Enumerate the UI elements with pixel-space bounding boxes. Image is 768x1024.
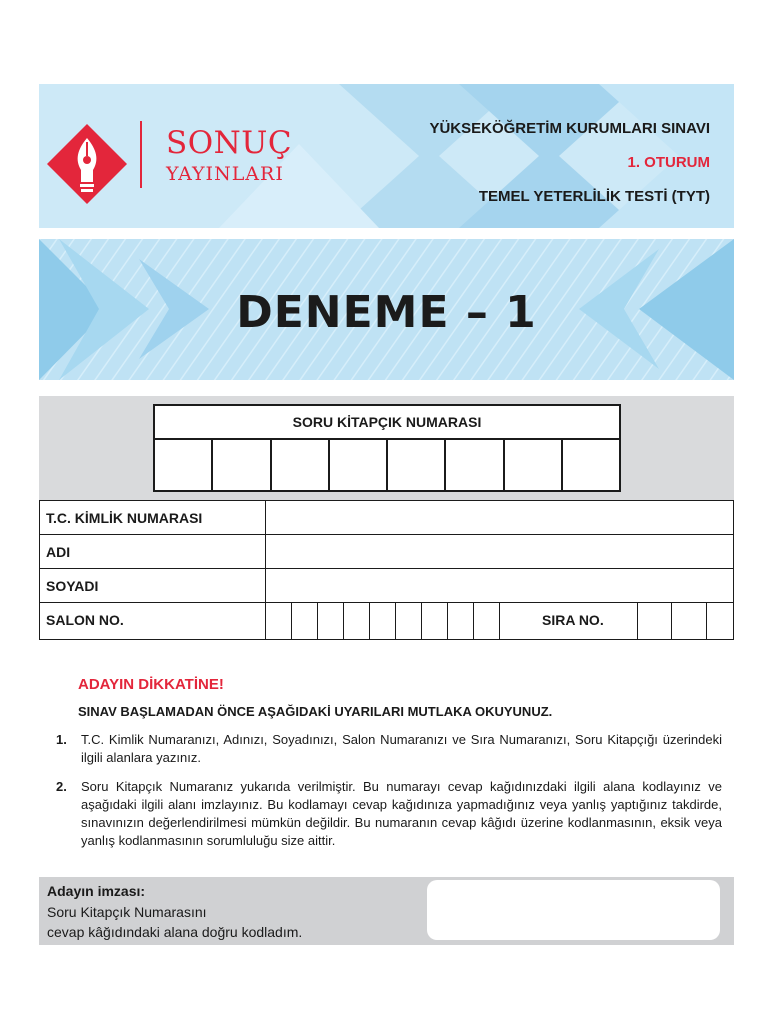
seat-cell-divider (671, 603, 672, 639)
signature-line-2: cevap kâğıdındaki alana doğru kodladım. (47, 924, 303, 940)
hall-cell-divider (473, 603, 474, 639)
tc-label: T.C. KİMLİK NUMARASI (46, 510, 203, 526)
booklet-number-cell[interactable] (155, 440, 213, 492)
signature-box[interactable] (427, 880, 720, 940)
hall-label: SALON NO. (46, 612, 124, 628)
hall-cell-divider (395, 603, 396, 639)
hall-cell-divider (421, 603, 422, 639)
booklet-number-cell[interactable] (563, 440, 619, 492)
booklet-number-label: SORU KİTAPÇIK NUMARASI (155, 406, 619, 440)
exam-info (429, 118, 710, 220)
instruction-text: Soru Kitapçık Numaranız yukarıda verilmiştir. Bu numarayı cevap kağıdınızdaki ilgili alana kodlayınız ve aşağıdaki ilgili alanı imzlayınız. Bu kodlamayı cevap kağıdınıza yapmadığınız veya yanlış yaptığınız takdirde, sınavınızın değerlendirilmesi mümkün değildir. Bu numaranın cevap kâğıdı üzerine kodlanmasının, eksik veya yanlış kodlanmasının sorumluluğu size aittir. (81, 779, 722, 848)
booklet-number-box (153, 404, 621, 492)
logo-line-2: YAYINLARI (166, 163, 284, 185)
publisher-logo-text (166, 125, 293, 185)
booklet-number-cell[interactable] (272, 440, 330, 492)
test-name: TEMEL YETERLİLİK TESTİ (TYT) (478, 188, 710, 205)
instruction-item (56, 778, 722, 850)
signature-heading: Adayın imzası: (47, 883, 146, 899)
hall-cell-divider (343, 603, 344, 639)
booklet-number-cell[interactable] (388, 440, 446, 492)
candidate-info-table (39, 500, 734, 640)
seat-cell-divider (706, 603, 707, 639)
hall-cell-divider (291, 603, 292, 639)
booklet-number-cell[interactable] (446, 440, 504, 492)
exam-name: YÜKSEKÖĞRETİM KURUMLARI SINAVI (429, 120, 710, 137)
hall-cell-divider (499, 603, 500, 639)
surname-row (40, 569, 733, 603)
logo-line-1: SONUÇ (166, 125, 293, 161)
hall-cell-divider (317, 603, 318, 639)
instruction-number: 1. (56, 732, 67, 747)
booklet-number-cells (155, 440, 619, 492)
booklet-number-cell[interactable] (330, 440, 388, 492)
hall-cell-divider (369, 603, 370, 639)
hall-cell-divider (447, 603, 448, 639)
title-banner (39, 239, 734, 380)
warning-text: SINAV BAŞLAMADAN ÖNCE AŞAĞIDAKİ UYARILARI MUTLAKA OKUYUNUZ. (78, 704, 553, 719)
name-label: ADI (46, 544, 71, 560)
session-label: 1. OTURUM (627, 154, 710, 171)
header-banner (39, 84, 734, 228)
signature-line-1: Soru Kitapçık Numarasını (47, 904, 207, 920)
attention-heading: ADAYIN DİKKATİNE! (78, 676, 224, 693)
logo-divider (140, 121, 142, 188)
instruction-text: T.C. Kimlik Numaranızı, Adınızı, Soyadınızı, Salon Numaranızı ve Sıra Numaranızı, Soru Kitapçığı üzerindeki ilgili alanlara yazınız. (81, 732, 722, 765)
page-title: DENEME – 1 (236, 287, 537, 338)
name-row (40, 535, 733, 569)
surname-label: SOYADI (46, 578, 99, 594)
instruction-number: 2. (56, 779, 67, 794)
label-divider (265, 501, 266, 639)
booklet-number-cell[interactable] (505, 440, 563, 492)
instruction-item (56, 731, 722, 767)
booklet-number-cell[interactable] (213, 440, 271, 492)
seat-label: SIRA NO. (542, 612, 604, 628)
signature-panel (39, 877, 734, 945)
seat-cell-divider (637, 603, 638, 639)
pen-nib-logo-icon (47, 124, 127, 204)
hall-row (40, 603, 733, 639)
tc-row (40, 501, 733, 535)
